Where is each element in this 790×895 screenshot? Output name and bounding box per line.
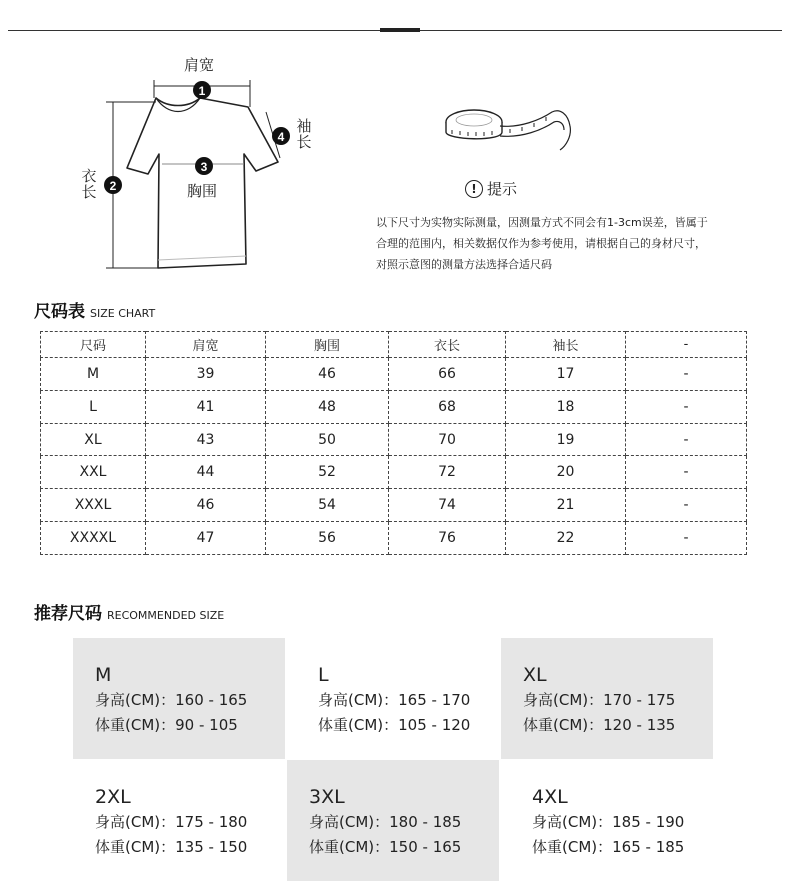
table-cell: - bbox=[626, 489, 747, 522]
table-cell: 48 bbox=[266, 390, 389, 423]
table-row bbox=[41, 390, 747, 423]
recommended-title: 推荐尺码 bbox=[34, 604, 102, 624]
size-chart-table bbox=[40, 331, 747, 555]
table-cell: 56 bbox=[266, 522, 389, 555]
table-cell: XL bbox=[41, 423, 146, 456]
table-cell: - bbox=[626, 456, 747, 489]
table-cell: 19 bbox=[506, 423, 626, 456]
card-height: 身高(CM)：165 - 170 bbox=[318, 691, 471, 709]
card-height: 身高(CM)：170 - 175 bbox=[523, 691, 676, 709]
card-height: 身高(CM)：180 - 185 bbox=[309, 813, 462, 831]
card-weight: 体重(CM)：165 - 185 bbox=[532, 838, 685, 856]
card-height: 身高(CM)：175 - 180 bbox=[95, 813, 248, 831]
sleeve-label: 袖长 bbox=[296, 117, 312, 151]
table-cell: 46 bbox=[266, 358, 389, 391]
table-cell: 20 bbox=[506, 456, 626, 489]
svg-text:4: 4 bbox=[277, 130, 285, 144]
header-cell: 肩宽 bbox=[146, 332, 266, 358]
table-cell: 74 bbox=[389, 489, 506, 522]
card-size: 2XL bbox=[95, 786, 131, 808]
card-height: 身高(CM)：160 - 165 bbox=[95, 691, 248, 709]
top-divider-tab bbox=[380, 28, 420, 32]
card-weight: 体重(CM)：105 - 120 bbox=[318, 716, 471, 734]
table-cell: XXL bbox=[41, 456, 146, 489]
svg-text:2: 2 bbox=[109, 179, 117, 193]
table-cell: 70 bbox=[389, 423, 506, 456]
recommended-size-card bbox=[510, 760, 722, 881]
card-size: XL bbox=[523, 664, 547, 686]
card-height: 身高(CM)：185 - 190 bbox=[532, 813, 685, 831]
chest-label: 胸围 bbox=[187, 182, 218, 200]
table-cell: - bbox=[626, 390, 747, 423]
table-cell: 21 bbox=[506, 489, 626, 522]
table-cell: 52 bbox=[266, 456, 389, 489]
header-cell: 胸围 bbox=[266, 332, 389, 358]
recommended-size-card bbox=[501, 638, 713, 759]
recommended-subtitle: RECOMMENDED SIZE bbox=[107, 609, 225, 622]
recommended-size-card bbox=[73, 760, 285, 881]
tshirt-measurement-diagram bbox=[70, 50, 330, 285]
table-cell: 50 bbox=[266, 423, 389, 456]
card-weight: 体重(CM)：150 - 165 bbox=[309, 838, 462, 856]
exclamation-icon: ! bbox=[465, 180, 483, 198]
table-row bbox=[41, 489, 747, 522]
recommended-heading bbox=[34, 599, 224, 624]
tips-title: 提示 bbox=[487, 180, 518, 198]
table-cell: 41 bbox=[146, 390, 266, 423]
tips-text: 以下尺寸为实物实际测量，因测量方式不同会有1-3cm误差，皆属于合理的范围内，相关数据仅作为参考使用，请根据自己的身材尺寸，对照示意图的测量方法选择合适尺码 bbox=[376, 216, 708, 271]
table-row bbox=[41, 423, 747, 456]
card-size: L bbox=[318, 664, 329, 686]
table-cell: 46 bbox=[146, 489, 266, 522]
size-chart-subtitle: SIZE CHART bbox=[90, 307, 156, 320]
table-cell: - bbox=[626, 358, 747, 391]
table-cell: 68 bbox=[389, 390, 506, 423]
recommended-size-card bbox=[73, 638, 285, 759]
table-cell: M bbox=[41, 358, 146, 391]
card-size: 4XL bbox=[532, 786, 568, 808]
table-cell: 18 bbox=[506, 390, 626, 423]
table-cell: - bbox=[626, 522, 747, 555]
table-cell: - bbox=[626, 423, 747, 456]
table-cell: 54 bbox=[266, 489, 389, 522]
table-cell: 17 bbox=[506, 358, 626, 391]
table-cell: 72 bbox=[389, 456, 506, 489]
table-cell: L bbox=[41, 390, 146, 423]
table-cell: 43 bbox=[146, 423, 266, 456]
svg-text:1: 1 bbox=[198, 84, 206, 98]
table-cell: 76 bbox=[389, 522, 506, 555]
size-chart-heading bbox=[34, 297, 155, 322]
card-weight: 体重(CM)：135 - 150 bbox=[95, 838, 248, 856]
measuring-tape-icon bbox=[440, 100, 580, 155]
card-size: M bbox=[95, 664, 112, 686]
table-cell: XXXXL bbox=[41, 522, 146, 555]
table-row bbox=[41, 522, 747, 555]
table-cell: 47 bbox=[146, 522, 266, 555]
shoulder-label: 肩宽 bbox=[184, 56, 215, 74]
tips-heading bbox=[465, 178, 517, 199]
table-cell: 44 bbox=[146, 456, 266, 489]
recommended-size-card bbox=[296, 638, 508, 759]
table-header-row bbox=[41, 332, 747, 358]
card-weight: 体重(CM)：120 - 135 bbox=[523, 716, 676, 734]
table-row bbox=[41, 358, 747, 391]
size-chart-title: 尺码表 bbox=[34, 302, 85, 322]
header-cell: 尺码 bbox=[41, 332, 146, 358]
header-cell: - bbox=[626, 332, 747, 358]
header-cell: 衣长 bbox=[389, 332, 506, 358]
card-weight: 体重(CM)：90 - 105 bbox=[95, 716, 238, 734]
length-label: 衣长 bbox=[81, 167, 97, 201]
tshirt-outline-icon bbox=[70, 50, 330, 285]
recommended-size-card bbox=[287, 760, 499, 881]
table-cell: 39 bbox=[146, 358, 266, 391]
table-cell: 66 bbox=[389, 358, 506, 391]
svg-text:3: 3 bbox=[200, 160, 208, 174]
header-cell: 袖长 bbox=[506, 332, 626, 358]
table-row bbox=[41, 456, 747, 489]
card-size: 3XL bbox=[309, 786, 345, 808]
table-cell: 22 bbox=[506, 522, 626, 555]
table-cell: XXXL bbox=[41, 489, 146, 522]
